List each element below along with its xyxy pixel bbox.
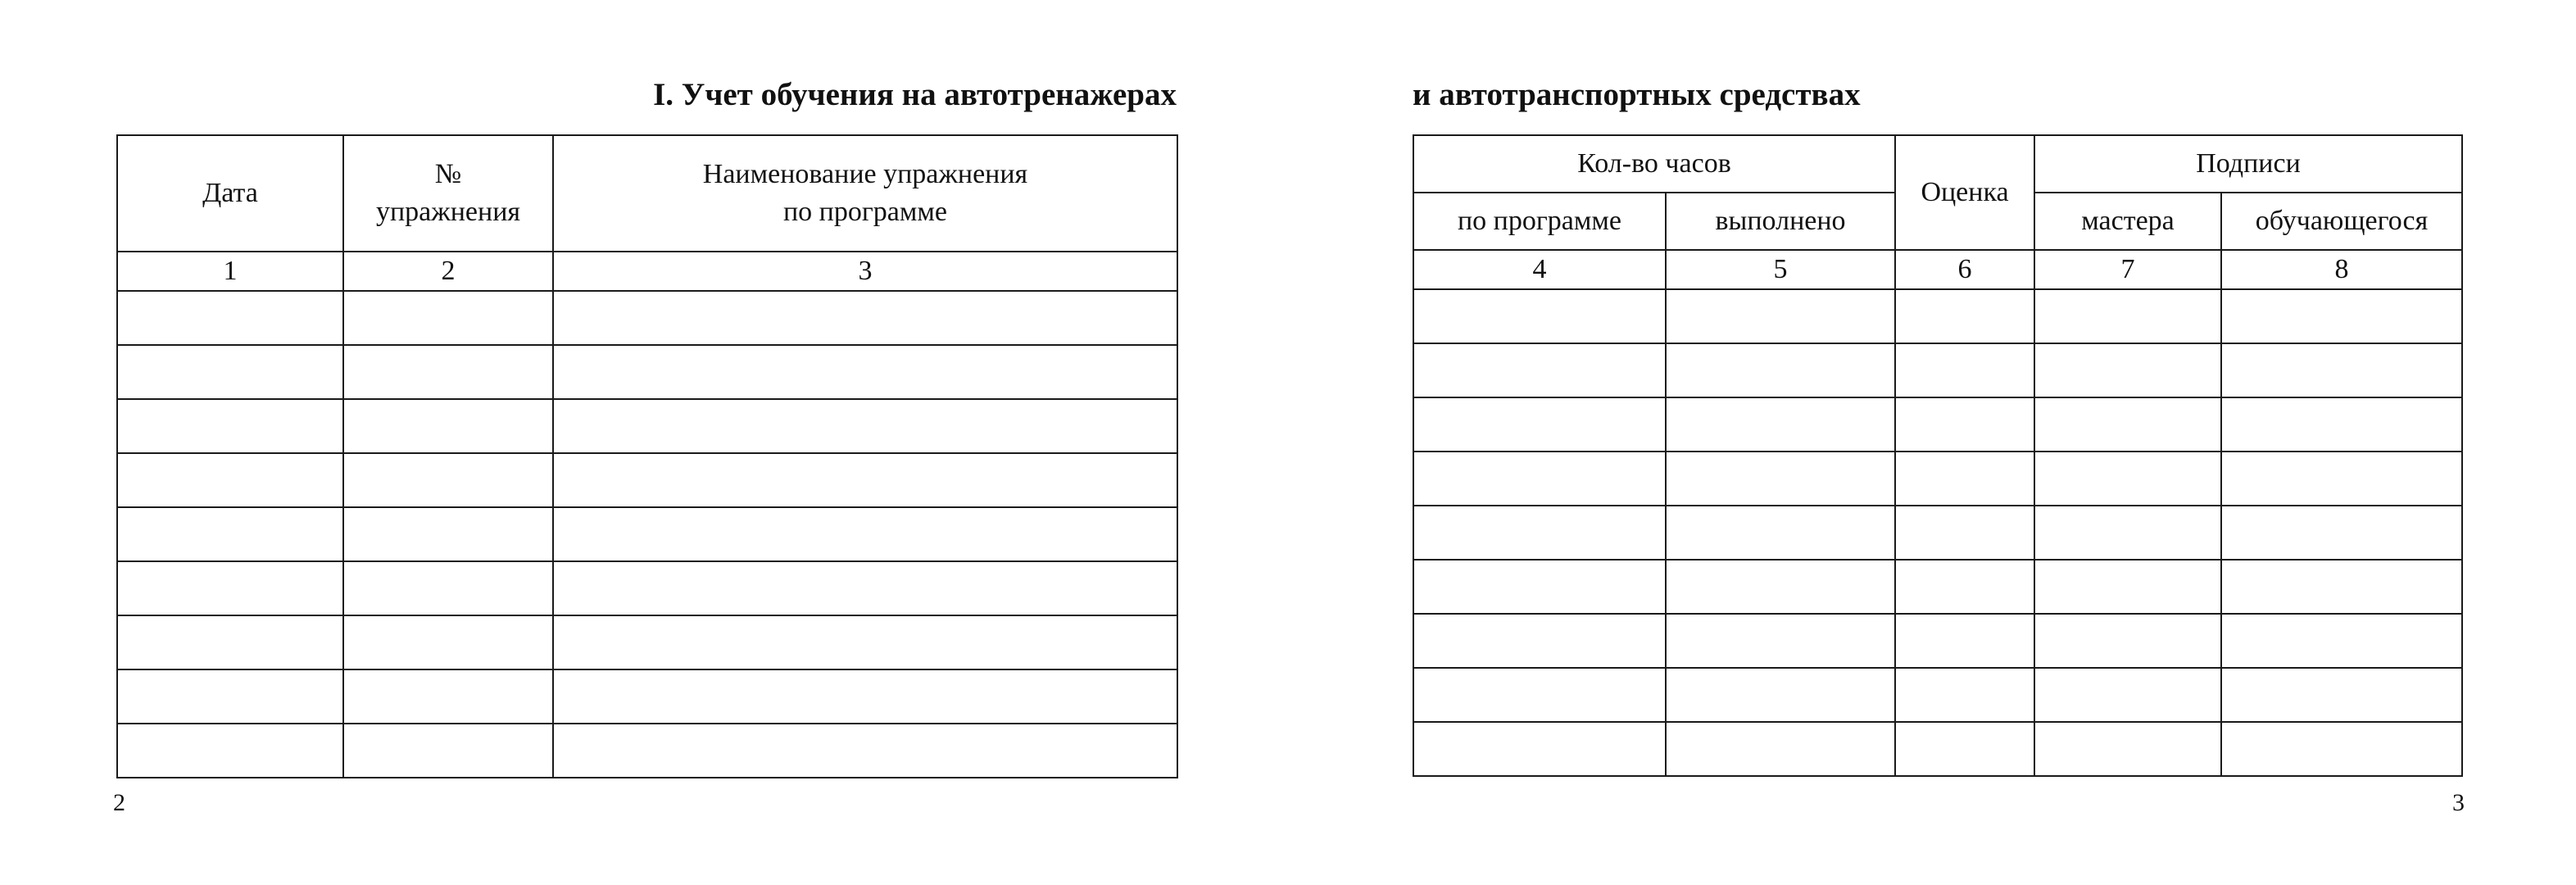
col-header-sign-student: обучающегося [2221,193,2462,250]
empty-row [117,507,1177,561]
page-number-left: 2 [113,789,125,816]
empty-row [1413,722,2462,776]
section-heading-right: и автотранспортных средствах [1413,77,1861,112]
header-row [117,135,1177,252]
col-header-signatures-group: Подписи [2034,135,2462,193]
empty-row [1413,343,2462,397]
empty-row [1413,289,2462,343]
empty-row [117,669,1177,724]
col-header-grade: Оценка [1895,135,2034,250]
col-header-hours-done: выполнено [1666,193,1895,250]
empty-row [117,399,1177,453]
empty-row [117,615,1177,669]
column-number-row [117,252,1177,291]
col-header-sign-master: мастера [2034,193,2221,250]
column-number: 6 [1895,250,2034,289]
column-number: 3 [553,252,1177,291]
col-header-exercise-number: № упражнения [343,135,553,252]
column-number-row [1413,250,2462,289]
training-log-table-right [1413,134,2463,777]
empty-row [1413,506,2462,560]
column-number: 1 [117,252,343,291]
column-number: 7 [2034,250,2221,289]
empty-row [1413,452,2462,506]
empty-row [117,345,1177,399]
right-page [1288,0,2576,885]
empty-row [1413,397,2462,452]
col-header-date: Дата [117,135,343,252]
column-number: 2 [343,252,553,291]
section-heading-left: I. Учет обучения на автотренажерах [653,77,1177,112]
empty-row [117,453,1177,507]
header-row-top [1413,135,2462,193]
empty-row [117,724,1177,778]
column-number: 8 [2221,250,2462,289]
empty-row [1413,614,2462,668]
col-header-hours-planned: по программе [1413,193,1666,250]
empty-row [1413,560,2462,614]
empty-row [117,291,1177,345]
empty-row [117,561,1177,615]
column-number: 5 [1666,250,1895,289]
page-number-right: 3 [2452,789,2465,816]
training-log-table-left [116,134,1178,778]
empty-row [1413,668,2462,722]
column-number: 4 [1413,250,1666,289]
col-header-exercise-name: Наименование упражнения по программе [553,135,1177,252]
col-header-hours-group: Кол-во часов [1413,135,1895,193]
